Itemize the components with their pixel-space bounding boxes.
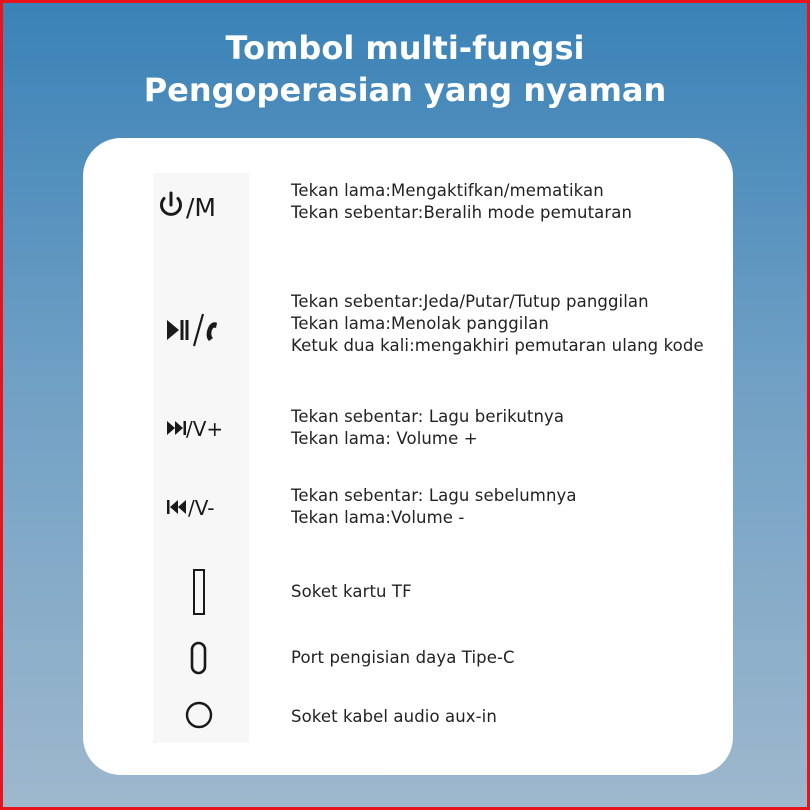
- aux-in-jack-description: [291, 706, 497, 728]
- power-mode-description: [291, 180, 632, 224]
- description-line: Tekan lama:Volume -: [291, 508, 465, 527]
- play-pause-call-icon: [83, 311, 179, 351]
- tf-card-slot-icon: [83, 568, 179, 618]
- description-line: Soket kartu TF: [291, 582, 412, 601]
- svg-text:/M: /M: [186, 193, 216, 222]
- title-line-1: Tombol multi-fungsi: [225, 29, 585, 67]
- description-line: Tekan lama: Volume +: [291, 429, 478, 448]
- previous-track-volume-down-description: [291, 485, 577, 529]
- next-track-volume-up-description: [291, 406, 564, 450]
- tf-card-slot-description: [291, 581, 412, 603]
- next-track-volume-up-icon: [83, 410, 224, 450]
- description-line: Tekan lama:Menolak panggilan: [291, 314, 549, 333]
- power-mode-icon: [83, 186, 216, 226]
- aux-in-jack-icon: [83, 695, 179, 735]
- page-title: [3, 27, 807, 111]
- description-line: Port pengisian daya Tipe-C: [291, 648, 515, 667]
- usb-type-c-port-icon: [83, 640, 179, 680]
- description-line: Ketuk dua kali:mengakhiri pemutaran ulang kode: [291, 336, 704, 355]
- description-line: Tekan sebentar: Lagu sebelumnya: [291, 486, 577, 505]
- description-line: Tekan sebentar:Beralih mode pemutaran: [291, 203, 633, 222]
- description-line: Soket kabel audio aux-in: [291, 707, 497, 726]
- previous-track-volume-down-icon: [83, 489, 215, 529]
- usb-type-c-port-description: [291, 647, 515, 669]
- title-line-2: Pengoperasian yang nyaman: [143, 71, 667, 109]
- button-guide-card: [83, 138, 733, 775]
- svg-text:/V+: /V+: [186, 417, 224, 441]
- svg-text:/V-: /V-: [188, 496, 215, 520]
- description-line: Tekan sebentar:Jeda/Putar/Tutup panggilan: [291, 292, 649, 311]
- description-line: Tekan lama:Mengaktifkan/mematikan: [291, 181, 604, 200]
- play-pause-call-description: [291, 291, 704, 357]
- description-line: Tekan sebentar: Lagu berikutnya: [291, 407, 565, 426]
